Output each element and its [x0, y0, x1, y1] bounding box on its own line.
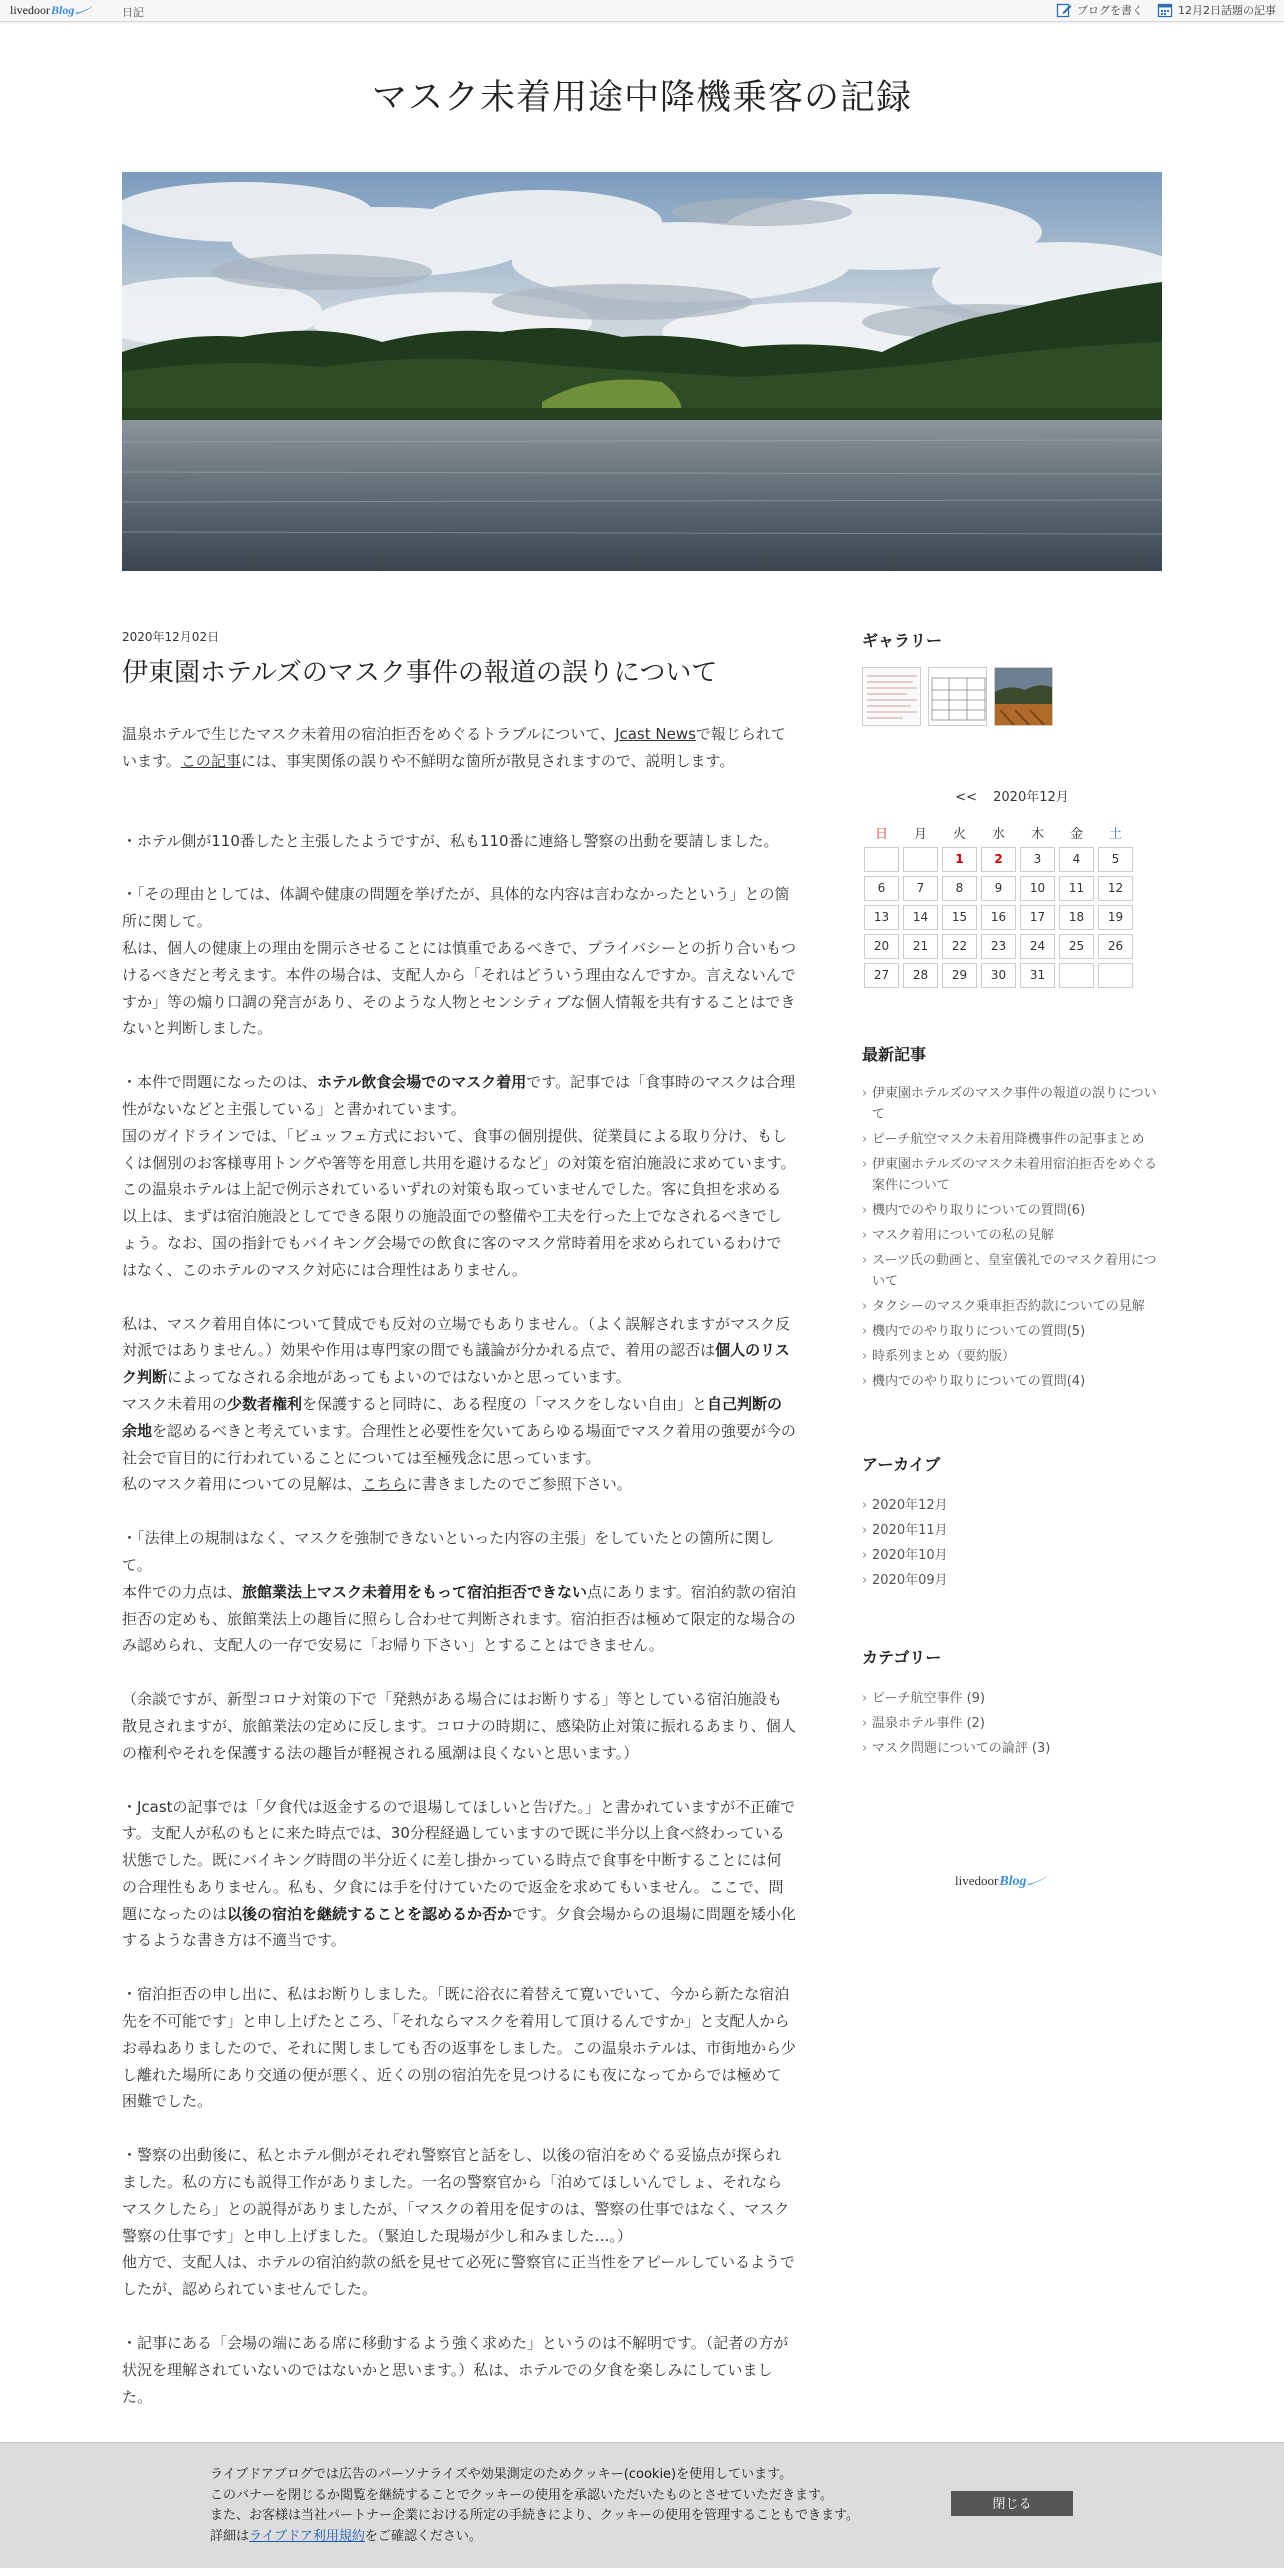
- calendar-day: 8: [942, 876, 977, 901]
- paragraph-stance: 私は、マスク着用自体について賛成でも反対の立場でもありません。（よく誤解されますがマスク反対派ではありません。）効果や作用は専門家の間でも議論が分かれる点で、着用の認否は個人のリスク判断によってなされる余地があってもよいのではないかと思っています。: [122, 1314, 791, 1387]
- footer-wing-icon: [1027, 1875, 1049, 1885]
- cookie-message: [210, 2465, 859, 2547]
- calendar-day: 5: [1098, 847, 1133, 872]
- lake-landscape-image: [122, 172, 1162, 571]
- cookie-close-button[interactable]: 閉じる: [951, 2491, 1073, 2516]
- paragraph-refund: ・Jcastの記事では「夕食代は返金するので退場してほしいと告げた。」と書かれていますが不正確です。支配人が私のもとに来た時点では、30分程経過していますので既に半分以上食べ終わっている状態でした。既にバイキング時間の半分近くに差し掛かっている時点で食事を中断することには何の合理性もありません。私も、夕食には手を付けていたので返金を求めてもいません。ここで、問題になったのは以後の宿泊を継続することを認めるか否かです。夕食会場からの退場に問題を矮小化するような書き方は不適当です。: [122, 1797, 796, 1950]
- paragraph-aside: （余談ですが、新型コロナ対策の下で「発熱がある場合にはお断りする」等としている宿泊施設も散見されますが、旅館業法の定めに反します。コロナの時期に、感染防止対策に振れるあまり、個人の権利やそれを保護する法の趣旨が軽視される風潮は良くないと思います。）: [122, 1690, 796, 1762]
- calendar-day: 6: [864, 876, 899, 901]
- topics-label: 12月2日話題の記事: [1178, 4, 1276, 17]
- recent-post-link[interactable]: › スーツ氏の動画と、皇室儀礼でのマスク着用について: [862, 1250, 1162, 1292]
- category-heading: カテゴリー: [862, 1648, 942, 1667]
- document-thumbnail-image: [863, 668, 921, 726]
- cookie-line: 詳細はライブドア利用規約をご確認ください。: [210, 2528, 482, 2544]
- paragraph-guideline: 国のガイドラインでは、「ビュッフェ方式において、食事の個別提供、従業員による取り分け、もしくは個別のお客様専用トングや箸等を用意し共用を避けるなど」の対策を宿泊施設に求めています。この温泉ホテルは上記で例示されているいずれの対策も取っていませんでした。客に負担を求める以上は、まずは宿泊施設としてできる限りの施設面での整備や工夫を行った上でなされるべきでしょう。なお、国の指針でもバイキング会場での飲食に客のマスク常時着用を求められているわけではなく、このホテルのマスク対応には合理性はありません。: [122, 1126, 796, 1279]
- calendar-day: 14: [903, 905, 938, 930]
- calendar-day: 27: [864, 963, 899, 988]
- gallery-thumb[interactable]: [928, 667, 987, 726]
- top-bar: [0, 0, 1284, 22]
- archive-link[interactable]: › 2020年09月: [862, 1570, 1162, 1591]
- header-image: [122, 172, 1162, 571]
- post-body: [122, 721, 796, 2410]
- this-article-link[interactable]: この記事: [180, 751, 241, 770]
- gallery-thumb[interactable]: [994, 667, 1053, 726]
- calendar-day: 4: [1059, 847, 1094, 872]
- paragraph-police: ・警察の出動後に、私とホテル側がそれぞれ警察官と話をし、以後の宿泊をめぐる妥協点が探られました。私の方にも説得工作がありました。一名の警察官から「泊めてほしいんでしょ、それならマスクしたら」との説得がありましたが、「マスクの着用を促すのは、警察の仕事ではなく、マスク警察の仕事です」と申し上げました。（緊迫した現場が少し和みました…。）: [122, 2146, 790, 2245]
- calendar-weekday: 土: [1108, 827, 1122, 842]
- terms-link[interactable]: ライブドア利用規約: [249, 2528, 365, 2544]
- logo-blog-text: Blog: [51, 3, 75, 17]
- calendar-month: 2020年12月: [993, 790, 1069, 805]
- top-bar-actions: [1056, 2, 1276, 18]
- calendar-day[interactable]: 1: [942, 847, 977, 872]
- category-list: [862, 1688, 1162, 1759]
- calendar-day: 10: [1020, 876, 1055, 901]
- calendar-day: 15: [942, 905, 977, 930]
- calendar-day: 9: [981, 876, 1016, 901]
- paragraph-intro: 温泉ホテルで生じたマスク未着用の宿泊拒否をめぐるトラブルについて、Jcast Newsで報じられています。この記事には、事実関係の誤りや不鮮明な箇所が散見されますので、説明します。: [122, 725, 786, 770]
- blog-title[interactable]: マスク未着用途中降機乗客の記録: [371, 78, 912, 118]
- calendar-day: 11: [1059, 876, 1094, 901]
- recent-list: [862, 1083, 1162, 1392]
- calendar-empty-cell: [1098, 963, 1133, 988]
- calendar-weekday: 月: [913, 827, 927, 842]
- diary-link[interactable]: 日記: [122, 6, 144, 19]
- calendar-weekday: 木: [1030, 827, 1044, 842]
- write-blog-label: ブログを書く: [1077, 4, 1143, 17]
- calendar-prev-link[interactable]: <<: [955, 790, 977, 805]
- categories: [862, 1645, 1162, 1759]
- recent-post-link[interactable]: › ピーチ航空マスク未着用降機事件の記事まとめ: [862, 1129, 1162, 1150]
- footer-logo-text: livedoor: [955, 1873, 999, 1888]
- calendar-weekday: 火: [952, 827, 966, 842]
- calendar-grid: [864, 823, 1162, 988]
- post-date: 2020年12月02日: [122, 630, 220, 644]
- calendar-empty-cell: [864, 847, 899, 872]
- recent-post-link[interactable]: › マスク着用についての私の見解: [862, 1225, 1162, 1246]
- calendar-day: 12: [1098, 876, 1133, 901]
- gallery: [862, 667, 1162, 726]
- calendar-day: 13: [864, 905, 899, 930]
- paragraph-law: ・「法律上の規制はなく、マスクを強制できないといった内容の主張」をしていたとの箇所に関して。: [122, 1529, 775, 1574]
- paragraph-mask-dining: ・本件で問題になったのは、ホテル飲食会場でのマスク着用です。記事では「食事時のマスクは合理性がないなどと主張している」と書かれています。: [122, 1073, 796, 1118]
- calendar-day: 19: [1098, 905, 1133, 930]
- calendar-day[interactable]: 2: [981, 847, 1016, 872]
- cookie-line: また、お客様は当社パートナー企業における所定の手続きにより、クッキーの使用を管理することもできます。: [210, 2508, 859, 2523]
- paragraph-seat: ・記事にある「会場の端にある席に移動するよう強く求めた」というのは不解明です。（記者の方が状況を理解されていないのではないかと思います。）私は、ホテルでの夕食を楽しみにしていました。: [122, 2334, 789, 2406]
- sidebar: [862, 628, 1162, 1763]
- calendar-empty-cell: [903, 847, 938, 872]
- paragraph-refusal: ・宿泊拒否の申し出に、私はお断りしました。「既に浴衣に着替えて寛いでいて、今から新たな宿泊先を不可能です」と申し上げたところ、「それならマスクを着用して頂けるんですか」と支配人からお尋ねありましたので、それに関しましても否の返事をしました。この温泉ホテルは、市街地から少し離れた場所にあり交通の便が悪く、近くの別の宿泊先を見つけるにも夜になってからでは極めて困難でした。: [122, 1985, 796, 2111]
- calendar-icon: [1157, 2, 1173, 18]
- recent-post-link[interactable]: › 機内でのやり取りについての質問(4): [862, 1371, 1162, 1392]
- logo-livedoor-text: livedoor: [10, 3, 50, 17]
- calendar-empty-cell: [1059, 963, 1094, 988]
- recent-posts: [862, 1042, 1162, 1392]
- write-blog-button[interactable]: [1056, 2, 1143, 18]
- category-link[interactable]: › ピーチ航空事件 (9): [862, 1688, 1162, 1709]
- paragraph-reason: ・「その理由としては、体調や健康の問題を挙げたが、具体的な内容は言わなかったという」との箇所に関して。: [122, 885, 790, 931]
- paragraph-minority: マスク未着用の少数者権利を保護すると同時に、ある程度の「マスクをしない自由」と自己判断の余地を認めるべきと考えています。合理性と必要性を欠いてあらゆる場面でマスク着用の強要が今の社会で盲目的に行われていることについては至極残念に思っています。: [122, 1394, 796, 1467]
- calendar: [862, 786, 1162, 988]
- gallery-thumb[interactable]: [862, 667, 921, 726]
- recent-post-link[interactable]: › 伊東園ホテルズのマスク未着用宿泊拒否をめぐる案件について: [862, 1154, 1162, 1196]
- calendar-day: 17: [1020, 905, 1055, 930]
- post-title[interactable]: 伊東園ホテルズのマスク事件の報道の誤りについて: [122, 658, 718, 688]
- calendar-day: 22: [942, 934, 977, 959]
- paragraph-privacy: 私は、個人の健康上の理由を開示させることには慎重であるべきで、プライバシーとの折り合いもつけるべきだと考えます。本件の場合は、支配人から「それはどういう理由なんですか。言えないんですか」等の煽り口調の発言があり、そのような人物とセンシティブな個人情報を共有することはできないと判断しました。: [122, 938, 796, 1038]
- calendar-day: 25: [1059, 934, 1094, 959]
- calendar-weekday: 水: [991, 827, 1005, 842]
- calendar-day: 20: [864, 934, 899, 959]
- calendar-day: 26: [1098, 934, 1133, 959]
- calendar-day: 23: [981, 934, 1016, 959]
- archive: [862, 1452, 1162, 1591]
- livedoor-blog-logo[interactable]: [10, 3, 93, 19]
- calendar-day: 28: [903, 963, 938, 988]
- topics-button[interactable]: [1157, 2, 1276, 18]
- logo-wing-icon: [75, 6, 93, 14]
- article: [122, 628, 796, 2410]
- calendar-day: 7: [903, 876, 938, 901]
- calendar-header: [862, 786, 1162, 805]
- paragraph-inn-law: 本件での力点は、旅館業法上マスク未着用をもって宿泊拒否できない点にあります。宿泊約款の宿泊拒否の定めも、旅館業法上の趣旨に照らし合わせて判断されます。宿泊拒否は極めて限定的な場合のみ認められ、支配人の一存で安易に「お帰り下さい」とすることはできません。: [122, 1582, 796, 1655]
- calendar-day: 3: [1020, 847, 1055, 872]
- calendar-weekday: 日: [874, 827, 888, 842]
- calendar-day: 18: [1059, 905, 1094, 930]
- pencil-icon: [1056, 2, 1072, 18]
- recent-post-link[interactable]: › 時系列まとめ（要約版）: [862, 1346, 1162, 1367]
- calendar-day: 29: [942, 963, 977, 988]
- calendar-day: 16: [981, 905, 1016, 930]
- paragraph-view-link: 私のマスク着用についての見解は、こちらに書きましたのでご参照下さい。: [122, 1475, 632, 1494]
- recent-post-link[interactable]: › 伊東園ホテルズのマスク事件の報道の誤りについて: [862, 1083, 1162, 1125]
- cookie-line: ライブドアブログでは広告のパーソナライズや効果測定のためクッキー(cookie)を使用しています。: [210, 2467, 793, 2482]
- calendar-day: 21: [903, 934, 938, 959]
- jcast-news-link[interactable]: Jcast News: [615, 725, 696, 743]
- cookie-banner: [0, 2442, 1284, 2568]
- calendar-day: 30: [981, 963, 1016, 988]
- recent-post-link[interactable]: › 機内でのやり取りについての質問(5): [862, 1321, 1162, 1342]
- paragraph-110: ・ホテル側が110番したと主張したようですが、私も110番に連絡し警察の出動を要請しました。: [122, 831, 779, 850]
- archive-link[interactable]: › 2020年12月: [862, 1495, 1162, 1516]
- recent-heading: 最新記事: [862, 1045, 927, 1064]
- archive-link[interactable]: › 2020年10月: [862, 1545, 1162, 1566]
- calendar-day: 31: [1020, 963, 1055, 988]
- view-link[interactable]: こちら: [361, 1475, 407, 1494]
- cookie-line: このバナーを閉じるか閲覧を継続することでクッキーの使用を承認いただいたものとさせていただきます。: [210, 2487, 833, 2503]
- category-link[interactable]: › 温泉ホテル事件 (2): [862, 1713, 1162, 1734]
- recent-post-link[interactable]: › 機内でのやり取りについての質問(6): [862, 1200, 1162, 1221]
- archive-link[interactable]: › 2020年11月: [862, 1520, 1162, 1541]
- recent-post-link[interactable]: › タクシーのマスク乗車拒否約款についての見解: [862, 1296, 1162, 1317]
- calendar-day: 24: [1020, 934, 1055, 959]
- landscape-thumbnail-image: [995, 668, 1053, 726]
- table-thumbnail-image: [929, 668, 987, 726]
- footer-blog-text: Blog: [999, 1874, 1027, 1889]
- footer-livedoor-blog-logo[interactable]: [955, 1873, 1049, 1890]
- archive-heading: アーカイブ: [862, 1455, 941, 1474]
- category-link[interactable]: › マスク問題についての論評 (3): [862, 1738, 1162, 1759]
- archive-list: [862, 1495, 1162, 1591]
- gallery-heading: ギャラリー: [862, 631, 943, 650]
- paragraph-manager: 他方で、支配人は、ホテルの宿泊約款の紙を見せて必死に警察官に正当性をアピールしているようでしたが、認められていませんでした。: [122, 2253, 796, 2299]
- calendar-weekday: 金: [1069, 827, 1083, 842]
